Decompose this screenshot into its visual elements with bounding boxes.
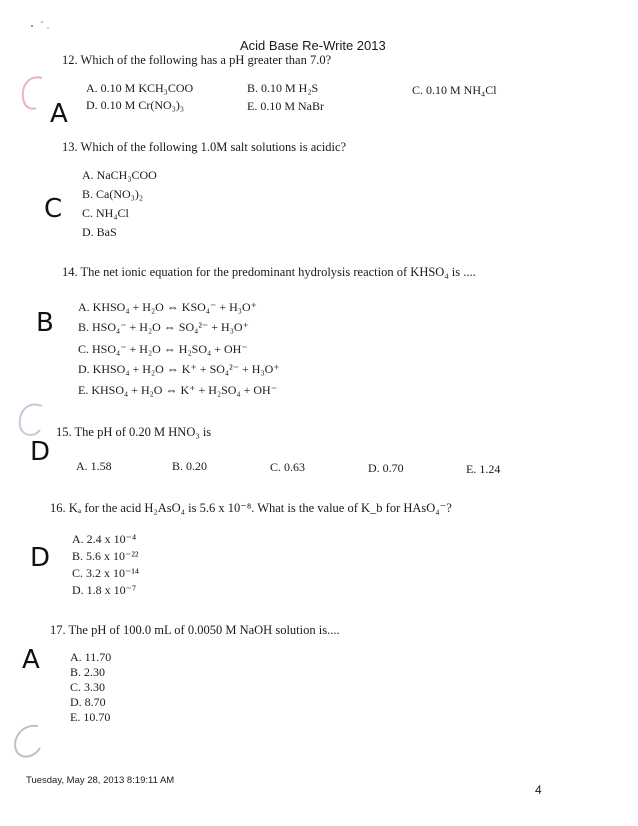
punch-hole-mark-top bbox=[16, 72, 48, 112]
q15-option-e: E. 1.24 bbox=[466, 462, 501, 476]
punch-hole-mark-middle bbox=[14, 398, 48, 442]
q14-option-c: C. HSO₄⁻ + H₂O ⇔ H₂SO₄ + OH⁻ bbox=[78, 342, 248, 356]
q14-option-e: E. KHSO₄ + H₂O ⇔ K⁺ + H₂SO₄ + OH⁻ bbox=[78, 383, 278, 397]
q17-option-b: B. 2.30 bbox=[70, 665, 106, 679]
q17-option-c: C. 3.30 bbox=[70, 680, 106, 694]
handwritten-answer-12: A bbox=[50, 99, 68, 129]
q16-option-b: B. 5.6 x 10⁻²² bbox=[72, 549, 139, 563]
q15-option-c: C. 0.63 bbox=[270, 460, 306, 474]
question-14-stem: 14. The net ionic equation for the predominant hydrolysis reaction of KHSO₄ is .... bbox=[62, 265, 476, 279]
question-13-stem: 13. Which of the following 1.0M salt solutions is acidic? bbox=[62, 140, 347, 154]
q15-option-b: B. 0.20 bbox=[172, 459, 208, 473]
document-title: Acid Base Re-Write 2013 bbox=[240, 38, 386, 53]
q13-option-d: D. BaS bbox=[82, 225, 117, 239]
question-16-stem: 16. Kₐ for the acid H₂AsO₄ is 5.6 x 10⁻⁸. What is the value of K_b for HAsO₄⁻? bbox=[50, 501, 452, 515]
q15-option-d: D. 0.70 bbox=[368, 461, 404, 475]
question-17-stem: 17. The pH of 100.0 mL of 0.0050 M NaOH solution is.... bbox=[50, 623, 340, 637]
q12-option-c: C. 0.10 M NH₄Cl bbox=[412, 83, 497, 97]
q13-option-b: B. Ca(NO₃)₂ bbox=[82, 187, 144, 201]
q16-option-d: D. 1.8 x 10⁻⁷ bbox=[72, 583, 137, 597]
handwritten-answer-15: D bbox=[30, 437, 51, 467]
q17-option-a: A. 11.70 bbox=[70, 650, 112, 664]
q17-option-e: E. 10.70 bbox=[70, 710, 111, 724]
q16-option-a: A. 2.4 x 10⁻⁴ bbox=[72, 532, 137, 546]
q14-option-b: B. HSO₄⁻ + H₂O ⇔ SO₄²⁻ + H₃O⁺ bbox=[78, 320, 249, 334]
question-15-stem: 15. The pH of 0.20 M HNO₃ is bbox=[56, 425, 212, 439]
handwritten-answer-17: A bbox=[22, 645, 40, 675]
q12-option-b: B. 0.10 M H₂S bbox=[247, 81, 319, 95]
q17-option-d: D. 8.70 bbox=[70, 695, 106, 709]
q12-option-e: E. 0.10 M NaBr bbox=[247, 99, 324, 113]
handwritten-answer-13: C bbox=[44, 194, 63, 224]
q12-option-d: D. 0.10 M Cr(NO₃)₃ bbox=[86, 98, 185, 112]
footer-timestamp: Tuesday, May 28, 2013 8:19:11 AM bbox=[26, 775, 175, 786]
q14-option-d: D. KHSO₄ + H₂O ⇔ K⁺ + SO₄²⁻ + H₃O⁺ bbox=[78, 362, 280, 376]
page-number: 4 bbox=[535, 783, 542, 797]
q12-option-a: A. 0.10 M KCH₃COO bbox=[86, 81, 194, 95]
scan-specks bbox=[28, 18, 52, 34]
handwritten-answer-14: B bbox=[36, 308, 54, 338]
q16-option-c: C. 3.2 x 10⁻¹⁴ bbox=[72, 566, 140, 580]
punch-hole-mark-bottom bbox=[8, 720, 48, 764]
question-12-stem: 12. Which of the following has a pH greater than 7.0? bbox=[62, 53, 332, 67]
q13-option-c: C. NH₄Cl bbox=[82, 206, 129, 220]
q14-option-a: A. KHSO₄ + H₂O ⇔ KSO₄⁻ + H₃O⁺ bbox=[78, 300, 257, 314]
q13-option-a: A. NaCH₃COO bbox=[82, 168, 157, 182]
q15-option-a: A. 1.58 bbox=[76, 459, 112, 473]
handwritten-answer-16: D bbox=[30, 543, 51, 573]
